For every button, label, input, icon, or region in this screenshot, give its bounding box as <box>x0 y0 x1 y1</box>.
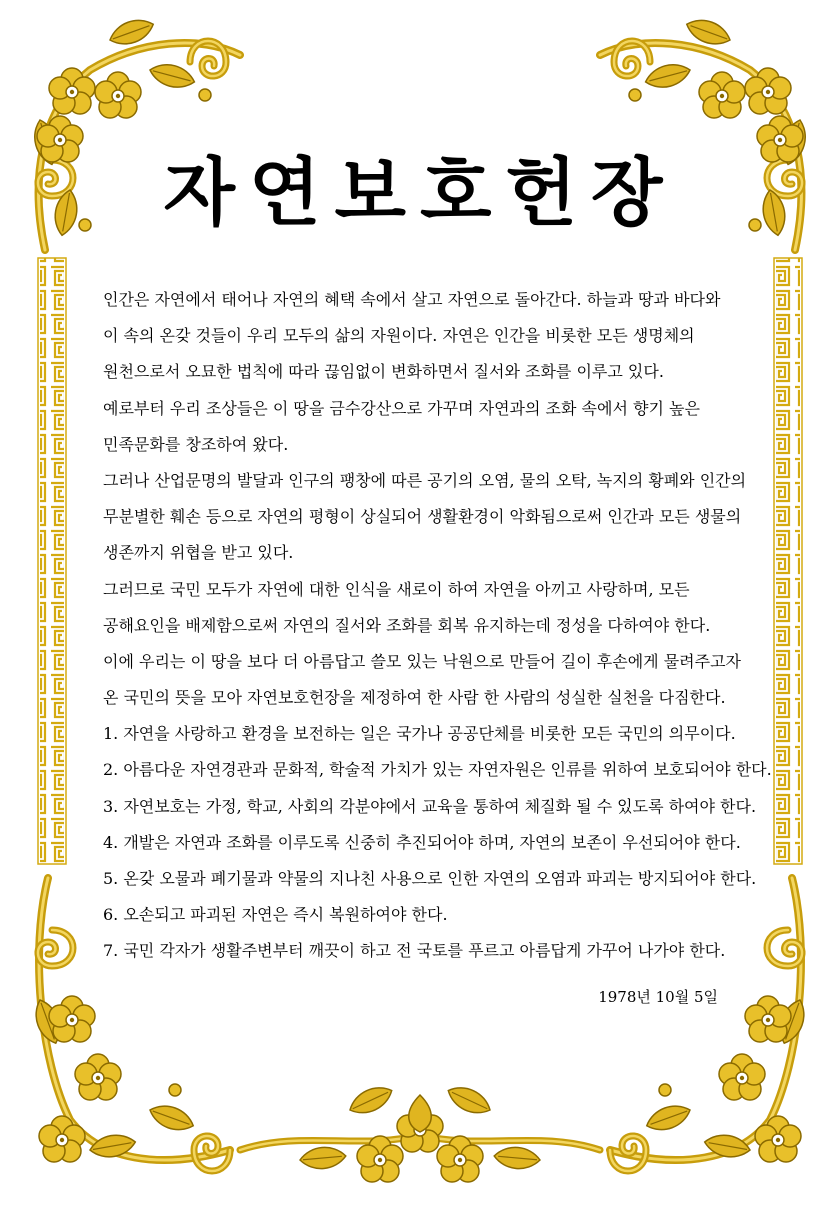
text-line: 무분별한 훼손 등으로 자연의 평형이 상실되어 생활환경이 악화됨으로써 인간과 모든 생물의 <box>103 507 742 527</box>
article-3: 3. 자연보호는 가정, 학교, 사회의 각분야에서 교육을 통하여 체질화 될 수 있도록 하여야 한다. <box>103 796 757 816</box>
charter-date: 1978년 10월 5일 <box>598 988 718 1006</box>
article-6: 6. 오손되고 파괴된 자연은 즉시 복원하여야 한다. <box>103 905 448 925</box>
article-7: 7. 국민 각자가 생활주변부터 깨끗이 하고 전 국토를 푸르고 아름답게 가꾸어 나가야 한다. <box>103 941 726 961</box>
article-5: 5. 온갖 오물과 폐기물과 약물의 지나친 사용으로 인한 자연의 오염과 파괴는 방지되어야 한다. <box>103 869 757 888</box>
text-line: 그러므로 국민 모두가 자연에 대한 인식을 새로이 하여 자연을 아끼고 사랑하며, 모든 <box>103 579 690 599</box>
text-line: 원천으로서 오묘한 법칙에 따라 끊임없이 변화하면서 질서와 조화를 이루고 있다. <box>103 362 664 382</box>
charter-title: 자연보호헌장 <box>163 150 677 236</box>
text-line: 이 속의 온갖 것들이 우리 모두의 삶의 자원이다. 자연은 인간을 비롯한 모든 생명체의 <box>103 326 695 346</box>
text-line: 민족문화를 창조하여 왔다. <box>103 434 289 454</box>
bottom-center-floral-ornament <box>240 1081 600 1182</box>
text-line: 이에 우리는 이 땅을 보다 더 아름답고 쓸모 있는 낙원으로 만들어 길이 후손에게 물려주고자 <box>103 651 741 671</box>
charter-body <box>103 282 793 970</box>
text-line: 온 국민의 뜻을 모아 자연보호헌장을 제정하여 한 사람 한 사람의 성실한 실천을 다짐한다. <box>103 688 726 708</box>
left-meander-band <box>40 258 64 864</box>
text-line: 공해요인을 배제함으로써 자연의 질서와 조화를 회복 유지하는데 정성을 다하여야 한다. <box>103 615 711 635</box>
article-2: 2. 아름다운 자연경관과 문화적, 학술적 가치가 있는 자연자원은 인류를 위하여 보호되어야 한다. <box>103 760 772 780</box>
text-line: 예로부터 우리 조상들은 이 땅을 금수강산으로 가꾸며 자연과의 조화 속에서 향기 높은 <box>103 398 700 418</box>
article-1: 1. 자연을 사랑하고 환경을 보전하는 일은 국가나 공공단체를 비롯한 모든 국민의 의무이다. <box>103 724 736 744</box>
text-line: 그러나 산업문명의 발달과 인구의 팽창에 따른 공기의 오염, 물의 오탁, 녹지의 황폐와 인간의 <box>103 470 747 490</box>
article-4: 4. 개발은 자연과 조화를 이루도록 신중히 추진되어야 하며, 자연의 보존이 우선되어야 한다. <box>103 832 741 852</box>
text-line: 인간은 자연에서 태어나 자연의 혜택 속에서 살고 자연으로 돌아간다. 하늘과 땅과 바다와 <box>103 290 721 309</box>
text-line: 생존까지 위협을 받고 있다. <box>103 543 294 563</box>
